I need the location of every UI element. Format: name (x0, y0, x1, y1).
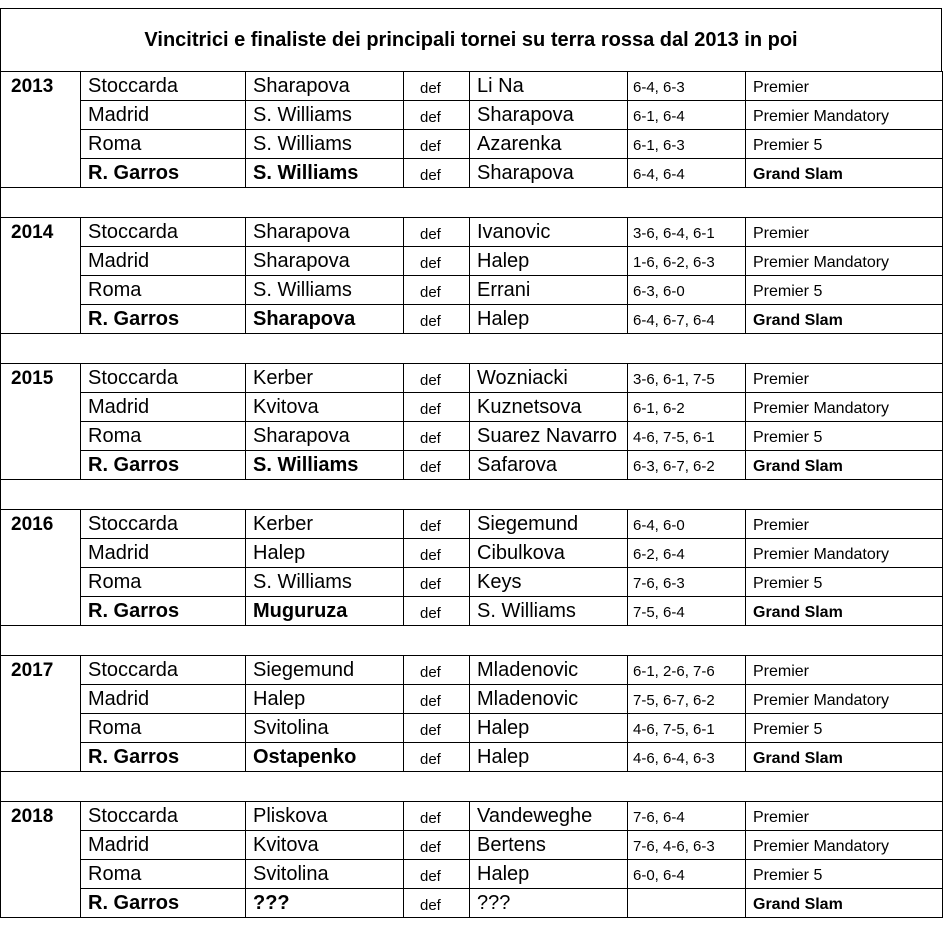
table-row (1, 218, 943, 247)
winner-cell: Kerber (246, 510, 404, 539)
winner-cell: Pliskova (246, 802, 404, 831)
finalist-cell: Safarova (470, 451, 628, 480)
winner-cell: Sharapova (246, 305, 404, 334)
finalist-cell: Sharapova (470, 101, 628, 130)
score-cell: 7-6, 6-4 (628, 802, 746, 831)
score-cell: 4-6, 7-5, 6-1 (628, 422, 746, 451)
score-cell: 6-3, 6-0 (628, 276, 746, 305)
tournament-cell: Stoccarda (81, 72, 246, 101)
category-cell: Premier Mandatory (746, 685, 943, 714)
table-title: Vincitrici e finaliste dei principali tornei su terra rossa dal 2013 in poi (0, 8, 942, 72)
score-cell: 4-6, 7-5, 6-1 (628, 714, 746, 743)
score-cell: 6-2, 6-4 (628, 539, 746, 568)
winner-cell: Sharapova (246, 422, 404, 451)
table-row (1, 539, 943, 568)
def-cell: def (404, 889, 470, 918)
tournament-cell: Madrid (81, 247, 246, 276)
tournament-cell: Stoccarda (81, 510, 246, 539)
tournament-cell: Stoccarda (81, 656, 246, 685)
score-cell: 6-1, 2-6, 7-6 (628, 656, 746, 685)
finalist-cell: Azarenka (470, 130, 628, 159)
winner-cell: S. Williams (246, 101, 404, 130)
finalist-cell: Suarez Navarro (470, 422, 628, 451)
finalist-cell: Mladenovic (470, 656, 628, 685)
category-cell: Grand Slam (746, 889, 943, 918)
year-cell: 2013 (1, 72, 81, 188)
category-cell: Premier Mandatory (746, 539, 943, 568)
category-cell: Premier Mandatory (746, 247, 943, 276)
table-row (1, 889, 943, 918)
separator-cell (1, 334, 943, 364)
winner-cell: Kvitova (246, 393, 404, 422)
table-row (1, 130, 943, 159)
table-row (1, 451, 943, 480)
tournament-cell: R. Garros (81, 305, 246, 334)
year-separator (1, 626, 943, 656)
year-separator (1, 480, 943, 510)
tournament-cell: Madrid (81, 393, 246, 422)
finalist-cell: Halep (470, 743, 628, 772)
tournament-cell: Madrid (81, 685, 246, 714)
table-row (1, 276, 943, 305)
finalist-cell: Halep (470, 305, 628, 334)
finalist-cell: Bertens (470, 831, 628, 860)
table-row (1, 364, 943, 393)
score-cell: 6-1, 6-3 (628, 130, 746, 159)
def-cell: def (404, 568, 470, 597)
tournament-cell: R. Garros (81, 159, 246, 188)
def-cell: def (404, 539, 470, 568)
year-cell: 2016 (1, 510, 81, 626)
def-cell: def (404, 130, 470, 159)
score-cell: 7-6, 4-6, 6-3 (628, 831, 746, 860)
winner-cell: Svitolina (246, 860, 404, 889)
table-row (1, 597, 943, 626)
table-row (1, 510, 943, 539)
table-row (1, 860, 943, 889)
def-cell: def (404, 597, 470, 626)
def-cell: def (404, 656, 470, 685)
table-row (1, 72, 943, 101)
score-cell: 6-4, 6-7, 6-4 (628, 305, 746, 334)
winner-cell: S. Williams (246, 568, 404, 597)
def-cell: def (404, 510, 470, 539)
separator-cell (1, 772, 943, 802)
year-cell: 2018 (1, 802, 81, 918)
score-cell: 4-6, 6-4, 6-3 (628, 743, 746, 772)
def-cell: def (404, 101, 470, 130)
def-cell: def (404, 364, 470, 393)
tournament-cell: Stoccarda (81, 218, 246, 247)
def-cell: def (404, 743, 470, 772)
score-cell: 6-1, 6-2 (628, 393, 746, 422)
score-cell: 6-1, 6-4 (628, 101, 746, 130)
winner-cell: Halep (246, 539, 404, 568)
winner-cell: Sharapova (246, 247, 404, 276)
finalist-cell: Cibulkova (470, 539, 628, 568)
table-row (1, 714, 943, 743)
year-cell: 2014 (1, 218, 81, 334)
tournament-cell: Roma (81, 714, 246, 743)
category-cell: Premier (746, 72, 943, 101)
category-cell: Premier 5 (746, 276, 943, 305)
winner-cell: Siegemund (246, 656, 404, 685)
finalist-cell: Vandeweghe (470, 802, 628, 831)
table-row (1, 305, 943, 334)
separator-cell (1, 626, 943, 656)
winner-cell: Halep (246, 685, 404, 714)
def-cell: def (404, 422, 470, 451)
winner-cell: S. Williams (246, 130, 404, 159)
tournament-cell: R. Garros (81, 743, 246, 772)
score-cell: 3-6, 6-4, 6-1 (628, 218, 746, 247)
category-cell: Premier Mandatory (746, 393, 943, 422)
tournament-cell: R. Garros (81, 889, 246, 918)
finalist-cell: Siegemund (470, 510, 628, 539)
finalist-cell: Halep (470, 247, 628, 276)
score-cell: 6-3, 6-7, 6-2 (628, 451, 746, 480)
year-separator (1, 334, 943, 364)
category-cell: Grand Slam (746, 305, 943, 334)
year-cell: 2017 (1, 656, 81, 772)
def-cell: def (404, 305, 470, 334)
tournament-cell: Roma (81, 422, 246, 451)
finalist-cell: Wozniacki (470, 364, 628, 393)
def-cell: def (404, 393, 470, 422)
category-cell: Grand Slam (746, 597, 943, 626)
def-cell: def (404, 451, 470, 480)
category-cell: Premier 5 (746, 130, 943, 159)
score-cell: 3-6, 6-1, 7-5 (628, 364, 746, 393)
winner-cell: Sharapova (246, 72, 404, 101)
winner-cell: Ostapenko (246, 743, 404, 772)
table-row (1, 422, 943, 451)
category-cell: Premier (746, 656, 943, 685)
score-cell: 6-0, 6-4 (628, 860, 746, 889)
finalist-cell: Keys (470, 568, 628, 597)
score-cell: 6-4, 6-0 (628, 510, 746, 539)
category-cell: Grand Slam (746, 159, 943, 188)
def-cell: def (404, 276, 470, 305)
table-row (1, 656, 943, 685)
category-cell: Premier 5 (746, 422, 943, 451)
table-row (1, 831, 943, 860)
table-row (1, 159, 943, 188)
winner-cell: Sharapova (246, 218, 404, 247)
def-cell: def (404, 159, 470, 188)
def-cell: def (404, 714, 470, 743)
finalist-cell: Halep (470, 860, 628, 889)
tournament-cell: Madrid (81, 101, 246, 130)
winner-cell: S. Williams (246, 276, 404, 305)
tournament-cell: Roma (81, 130, 246, 159)
table-row (1, 393, 943, 422)
winner-cell: Svitolina (246, 714, 404, 743)
category-cell: Premier (746, 802, 943, 831)
year-separator (1, 772, 943, 802)
score-cell: 7-5, 6-4 (628, 597, 746, 626)
finalist-cell: Sharapova (470, 159, 628, 188)
year-separator (1, 188, 943, 218)
winner-cell: S. Williams (246, 159, 404, 188)
category-cell: Premier 5 (746, 568, 943, 597)
winner-cell: Kvitova (246, 831, 404, 860)
table-row (1, 743, 943, 772)
separator-cell (1, 188, 943, 218)
results-table (0, 71, 943, 918)
finalist-cell: Ivanovic (470, 218, 628, 247)
winner-cell: Kerber (246, 364, 404, 393)
tournament-cell: Roma (81, 568, 246, 597)
category-cell: Grand Slam (746, 451, 943, 480)
finalist-cell: Kuznetsova (470, 393, 628, 422)
finalist-cell: Mladenovic (470, 685, 628, 714)
category-cell: Premier 5 (746, 714, 943, 743)
tournament-cell: R. Garros (81, 597, 246, 626)
separator-cell (1, 480, 943, 510)
tournament-cell: Stoccarda (81, 364, 246, 393)
tournament-cell: Stoccarda (81, 802, 246, 831)
finalist-cell: Li Na (470, 72, 628, 101)
category-cell: Grand Slam (746, 743, 943, 772)
def-cell: def (404, 802, 470, 831)
category-cell: Premier (746, 510, 943, 539)
tournament-cell: Madrid (81, 831, 246, 860)
table-row (1, 802, 943, 831)
winner-cell: Muguruza (246, 597, 404, 626)
score-cell: 6-4, 6-3 (628, 72, 746, 101)
def-cell: def (404, 831, 470, 860)
def-cell: def (404, 685, 470, 714)
table-row (1, 568, 943, 597)
results-table-body (1, 72, 943, 918)
finalist-cell: S. Williams (470, 597, 628, 626)
def-cell: def (404, 72, 470, 101)
table-row (1, 247, 943, 276)
finalist-cell: Errani (470, 276, 628, 305)
score-cell: 6-4, 6-4 (628, 159, 746, 188)
score-cell (628, 889, 746, 918)
category-cell: Premier (746, 218, 943, 247)
tournament-cell: Madrid (81, 539, 246, 568)
year-cell: 2015 (1, 364, 81, 480)
score-cell: 1-6, 6-2, 6-3 (628, 247, 746, 276)
category-cell: Premier Mandatory (746, 101, 943, 130)
table-row (1, 101, 943, 130)
finalist-cell: Halep (470, 714, 628, 743)
def-cell: def (404, 218, 470, 247)
table-row (1, 685, 943, 714)
def-cell: def (404, 247, 470, 276)
category-cell: Premier 5 (746, 860, 943, 889)
def-cell: def (404, 860, 470, 889)
winner-cell: ??? (246, 889, 404, 918)
category-cell: Premier Mandatory (746, 831, 943, 860)
winner-cell: S. Williams (246, 451, 404, 480)
score-cell: 7-6, 6-3 (628, 568, 746, 597)
score-cell: 7-5, 6-7, 6-2 (628, 685, 746, 714)
tournament-cell: Roma (81, 276, 246, 305)
finalist-cell: ??? (470, 889, 628, 918)
tournament-cell: R. Garros (81, 451, 246, 480)
tournament-cell: Roma (81, 860, 246, 889)
category-cell: Premier (746, 364, 943, 393)
